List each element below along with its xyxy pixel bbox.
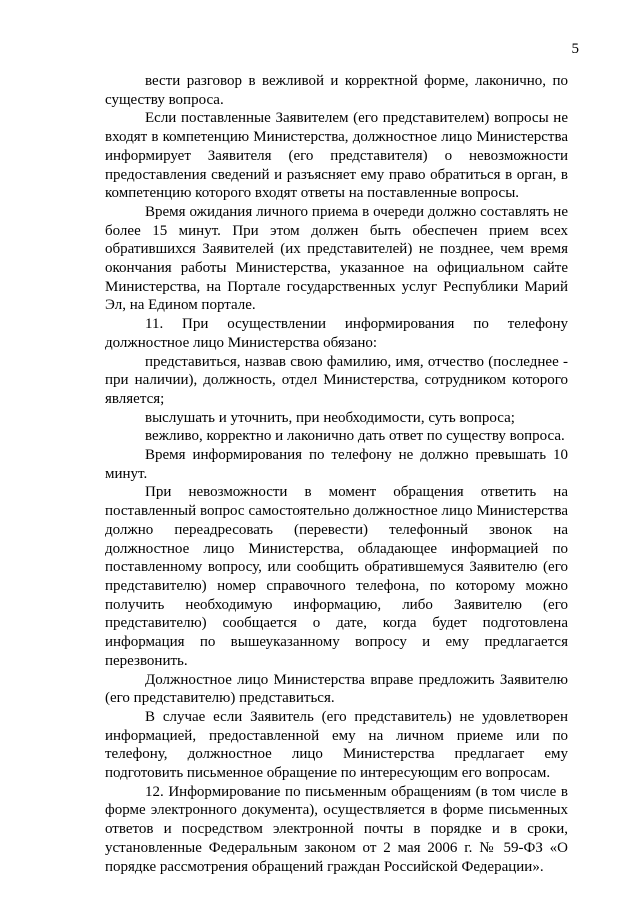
paragraph-2: Если поставленные Заявителем (его представителем) вопросы не входят в компетенцию Министерства, должностное лицо Министерства информирует Заявителя (его представителя) о невозможности предоставления сведений и разъясняет ему право обратиться в орган, в компетенцию которого входят ответы на поставленные вопросы. — [105, 110, 568, 202]
paragraph-1: вести разговор в вежливой и корректной форме, лаконично, по существу вопроса. — [105, 73, 568, 108]
paragraph-12: 12. Информирование по письменным обращениям (в том числе в форме электронного документа), осуществляется в форме письменных ответов и посредством электронной почты в порядке и в сроки, установленные Федеральным законом от 2 мая 2006 г. № 59-ФЗ «О порядке рассмотрения обращений граждан Российской Федерации». — [105, 783, 568, 875]
paragraph-5: представиться, назвав свою фамилию, имя, отчество (последнее - при наличии), должность, отдел Министерства, сотрудником которого является; — [105, 353, 568, 407]
document-body — [105, 72, 568, 876]
paragraph-9: При невозможности в момент обращения ответить на поставленный вопрос самостоятельно должностное лицо Министерства должно переадресовать (перевести) телефонный звонок на должностное лицо Министерства, обладающее информацией по поставленному вопросу, или сообщить обратившемуся Заявителю (его представителю) номер справочного телефона, по которому можно получить необходимую информацию, либо Заявителю (его представителю) сообщается о дате, когда будет подготовлена информация по вышеуказанному вопросу и ему предлагается перезвонить. — [105, 484, 568, 669]
paragraph-7: вежливо, корректно и лаконично дать ответ по существу вопроса. — [145, 428, 565, 445]
paragraph-6: выслушать и уточнить, при необходимости, суть вопроса; — [145, 409, 515, 426]
paragraph-4: 11. При осуществлении информирования по телефону должностное лицо Министерства обязано: — [105, 316, 568, 351]
paragraph-8: Время информирования по телефону не должно превышать 10 минут. — [105, 447, 568, 482]
paragraph-10: Должностное лицо Министерства вправе предложить Заявителю (его представителю) представиться. — [105, 671, 568, 707]
paragraph-11: В случае если Заявитель (его представитель) не удовлетворен информацией, предоставленной ему на личном приеме или по телефону, должностное лицо Министерства предлагает ему подготовить письменное обращение по интересующим его вопросам. — [105, 708, 568, 782]
paragraph-3: Время ожидания личного приема в очереди должно составлять не более 15 минут. При этом должен быть обеспечен прием всех обратившихся Заявителей (их представителей) не позднее, чем время окончания работы Министерства, указанное на официальном сайте Министерства, на Портале государственных услуг Республики Марий Эл, на Едином портале. — [105, 203, 568, 314]
page-number: 5 — [571, 41, 579, 57]
